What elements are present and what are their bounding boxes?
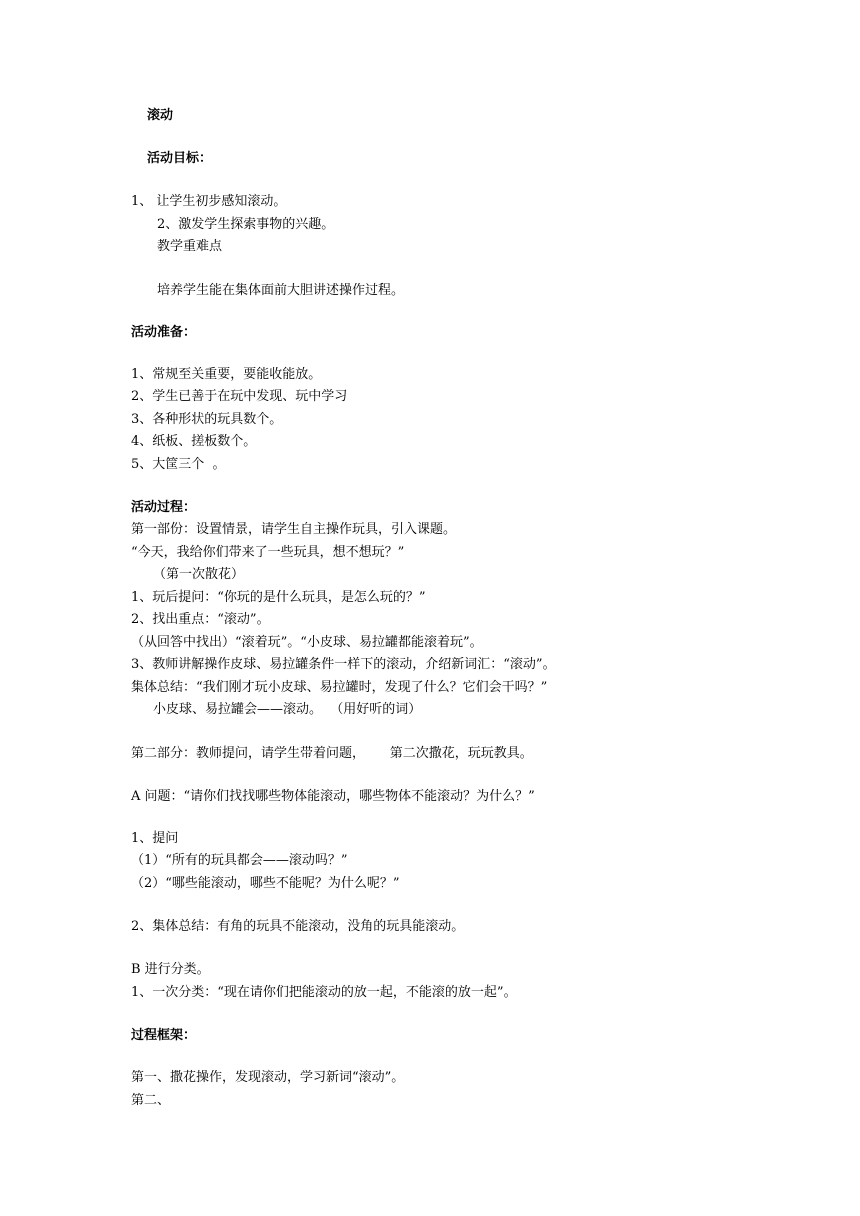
part1-line: “今天，我给你们带来了一些玩具，想不想玩？” <box>131 545 405 560</box>
ask-heading: 1、提问 <box>131 831 179 846</box>
process-heading: 活动过程： <box>131 500 197 515</box>
difficulty-heading: 教学重难点 <box>157 239 223 254</box>
framework-heading: 过程框架： <box>131 1028 197 1043</box>
classify-b: B 进行分类。 <box>131 962 210 977</box>
framework-item-1: 第一、撒花操作，发现滚动，学习新词“滚动”。 <box>131 1070 405 1085</box>
goals-heading: 活动目标： <box>147 151 213 166</box>
part1-line: 小皮球、易拉罐会——滚动。 （用好听的词） <box>153 702 422 717</box>
part1-line: 集体总结：“我们刚才玩小皮球、易拉罐时，发现了什么？它们会干吗？” <box>131 680 548 695</box>
summary-line: 2、集体总结：有角的玩具不能滚动，没角的玩具能滚动。 <box>131 919 465 934</box>
part1-line: 第一部份：设置情景，请学生自主操作玩具，引入课题。 <box>131 522 457 537</box>
question-a: A 问题：“请你们找找哪些物体能滚动，哪些物体不能滚动？为什么？” <box>131 789 535 804</box>
part1-line: 1、玩后提问：“你玩的是什么玩具，是怎么玩的？” <box>131 590 426 605</box>
classify-item-1: 1、一次分类：“现在请你们把能滚动的放一起，不能滚的放一起”。 <box>131 985 517 1000</box>
document-title: 滚动 <box>147 108 174 123</box>
part2-line: 第二部分：教师提问，请学生带着问题， 第二次撒花，玩玩教具。 <box>131 746 533 761</box>
prep-item: 4、纸板、搓板数个。 <box>131 434 257 449</box>
prep-item: 5、大筐三个 。 <box>131 457 226 472</box>
part1-line: 2、找出重点：“滚动”。 <box>131 612 270 627</box>
goal-item-1: 1、 让学生初步感知滚动。 <box>131 194 287 209</box>
prep-item: 3、各种形状的玩具数个。 <box>131 412 283 427</box>
difficulty-text: 培养学生能在集体面前大胆讲述操作过程。 <box>157 283 405 298</box>
prep-heading: 活动准备： <box>131 325 197 340</box>
part1-line: （从回答中找出）“滚着玩”。“小皮球、易拉罐都能滚着玩”。 <box>131 635 483 650</box>
framework-item-2: 第二、 <box>131 1093 171 1108</box>
ask-item-2: （2）“哪些能滚动，哪些不能呢？为什么呢？” <box>131 876 400 891</box>
prep-item: 1、常规至关重要，要能收能放。 <box>131 367 322 382</box>
ask-item-1: （1）“所有的玩具都会——滚动吗？” <box>131 853 348 868</box>
prep-item: 2、学生已善于在玩中发现、玩中学习 <box>131 389 348 404</box>
part1-line: 3、教师讲解操作皮球、易拉罐条件一样下的滚动，介绍新词汇：“滚动”。 <box>131 657 556 672</box>
goal-item-2: 2、激发学生探索事物的兴趣。 <box>157 217 335 232</box>
part1-line: （第一次散花） <box>153 567 245 582</box>
